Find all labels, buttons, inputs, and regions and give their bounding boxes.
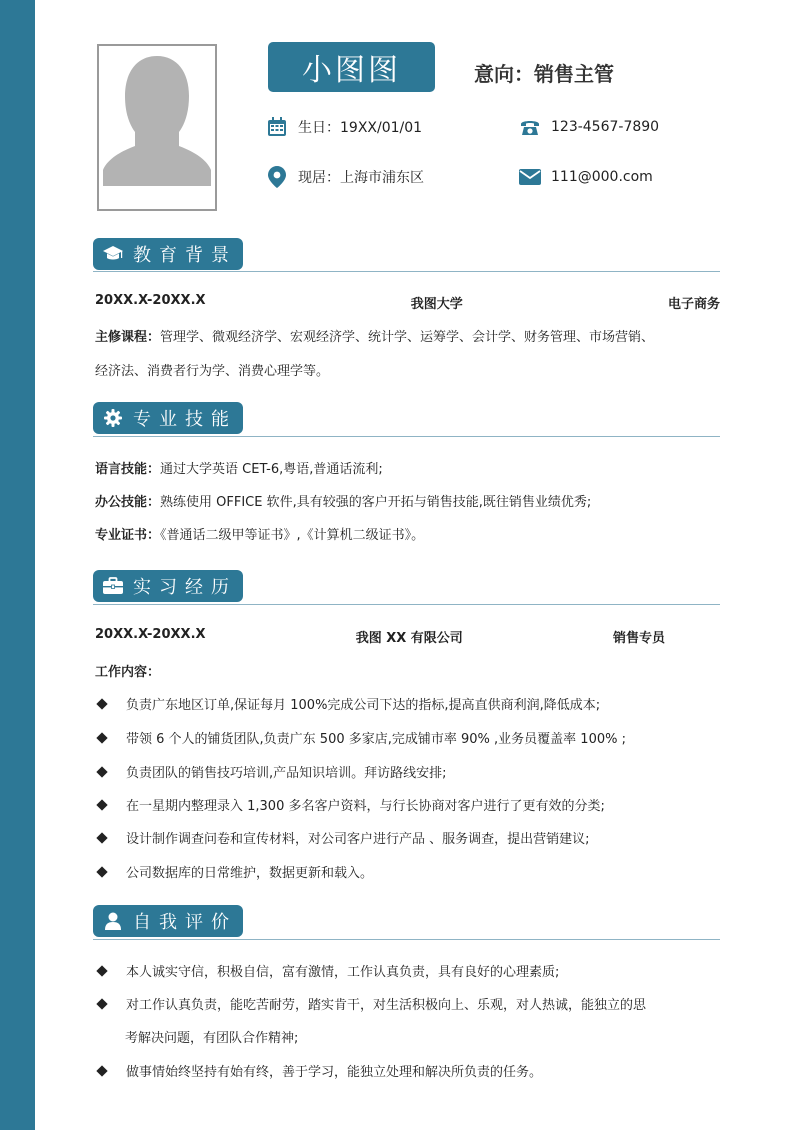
section-divider [93, 604, 720, 605]
birth-text: 生日：19XX/01/01 [298, 120, 423, 136]
section-divider [93, 436, 720, 437]
section-divider [93, 271, 720, 272]
location-info [266, 166, 424, 188]
section-title-skills: 专业技能 [133, 409, 237, 430]
list-item [97, 762, 447, 781]
section-header-self-eval [93, 905, 243, 937]
skill-item [95, 458, 725, 477]
internship-period: 20XX.X-20XX.X [95, 627, 206, 642]
education-row [95, 293, 720, 312]
list-item [97, 795, 605, 814]
section-title-education: 教育背景 [133, 245, 237, 266]
skill-text: 熟练使用 OFFICE 软件,具有较强的客户开拓与销售技能,既往销售业绩优秀; [160, 495, 592, 510]
list-item [97, 1061, 542, 1080]
internship-row [95, 627, 665, 646]
briefcase-icon [103, 576, 123, 596]
diamond-bullet-icon [96, 1065, 107, 1076]
phone-info [519, 116, 659, 138]
work-label: 工作内容： [95, 665, 161, 680]
list-item-text: 负责团队的销售技巧培训,产品知识培训。拜访路线安排; [126, 766, 447, 781]
diamond-bullet-icon [96, 732, 107, 743]
phone-icon [519, 116, 541, 138]
birth-info [266, 116, 422, 138]
section-divider [93, 939, 720, 940]
diamond-bullet-icon [96, 799, 107, 810]
courses-line-2: 经济法、消费者行为学、消费心理学等。 [95, 364, 330, 379]
email-info [519, 166, 653, 188]
skill-item [95, 491, 725, 510]
list-item-text: 在一星期内整理录入 1,300 多名客户资料，与行长协商对客户进行了更有效的分类; [126, 799, 605, 814]
name-title: 小图图 [268, 42, 435, 92]
diamond-bullet-icon [96, 766, 107, 777]
list-item-text: 带领 6 个人的铺货团队,负责广东 500 多家店,完成铺市率 90% ,业务员覆盖率 100% ; [126, 732, 626, 747]
location-pin-icon [266, 166, 288, 188]
skill-item [95, 524, 725, 543]
section-header-education [93, 238, 243, 270]
diamond-bullet-icon [96, 698, 107, 709]
list-item-text: 本人诚实守信，积极自信，富有激情，工作认真负责，具有良好的心理素质; [126, 965, 560, 980]
list-item [97, 961, 559, 980]
job-intent: 意向：销售主管 [474, 62, 614, 86]
courses-label: 主修课程： [95, 330, 161, 345]
section-header-skills [93, 402, 243, 434]
education-school: 我图大学 [410, 297, 463, 312]
profile-photo [97, 44, 217, 211]
calendar-icon [266, 116, 288, 138]
graduation-cap-icon [103, 244, 123, 264]
list-item-text: 公司数据库的日常维护，数据更新和载入。 [126, 866, 374, 881]
skill-label: 办公技能： [95, 495, 161, 510]
envelope-icon [519, 166, 541, 188]
internship-role: 销售专员 [612, 631, 665, 646]
location-text: 现居：上海市浦东区 [298, 170, 424, 186]
education-major: 电子商务 [667, 297, 720, 312]
left-accent-bar [0, 0, 35, 1130]
list-item [97, 862, 373, 881]
list-item [97, 828, 590, 847]
diamond-bullet-icon [96, 998, 107, 1009]
avatar-silhouette-icon [99, 46, 215, 209]
gear-icon [103, 408, 123, 428]
skill-label: 语言技能： [95, 462, 161, 477]
phone-text: 123-4567-7890 [551, 119, 660, 135]
internship-company: 我图 XX 有限公司 [355, 631, 463, 646]
diamond-bullet-icon [96, 866, 107, 877]
list-item-text: 设计制作调查问卷和宣传材料，对公司客户进行产品 、服务调查，提出营销建议; [126, 832, 590, 847]
skill-text: 《普通话二级甲等证书》,《计算机二级证书》。 [160, 528, 425, 543]
education-period: 20XX.X-20XX.X [95, 293, 206, 308]
email-text: 111@000.com [551, 169, 653, 185]
diamond-bullet-icon [96, 965, 107, 976]
courses-line-1 [95, 326, 725, 345]
list-item-text: 做事情始终坚持有始有终，善于学习，能独立处理和解决所负责的任务。 [126, 1065, 543, 1080]
list-item-continuation: 考解决问题，有团队合作精神; [125, 1031, 299, 1046]
list-item-text: 负责广东地区订单,保证每月 100%完成公司下达的指标,提高直供商利润,降低成本; [126, 698, 601, 713]
list-item-text: 对工作认真负责，能吃苦耐劳，踏实肯干，对生活积极向上、乐观，对人热诚，能独立的思 [126, 998, 647, 1013]
courses-text: 管理学、微观经济学、宏观经济学、统计学、运筹学、会计学、财务管理、市场营销、 [160, 330, 655, 345]
diamond-bullet-icon [96, 832, 107, 843]
section-title-internship: 实习经历 [133, 577, 237, 598]
list-item [97, 694, 600, 713]
section-header-internship [93, 570, 243, 602]
skill-label: 专业证书： [95, 528, 161, 543]
work-content-label [95, 661, 725, 680]
section-title-self-eval: 自我评价 [133, 912, 237, 933]
user-icon [103, 911, 123, 931]
list-item [97, 728, 626, 747]
skill-text: 通过大学英语 CET-6,粤语,普通话流利; [160, 462, 383, 477]
list-item [97, 994, 646, 1013]
